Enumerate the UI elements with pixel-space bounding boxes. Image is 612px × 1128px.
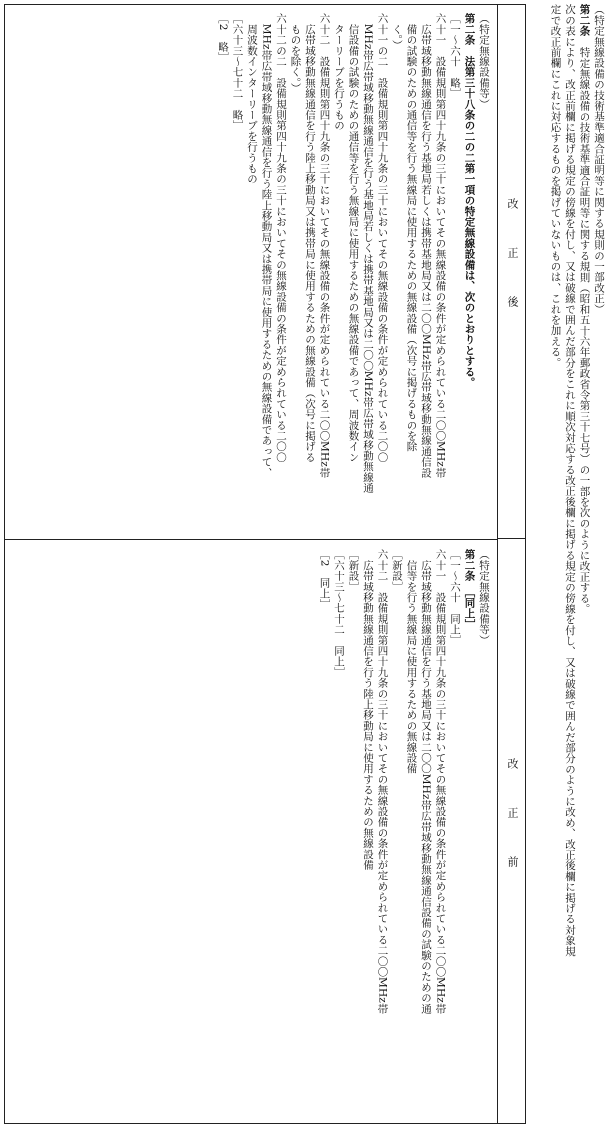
before-line: 信等を行う無線局に使用するための無線設備 — [405, 549, 418, 774]
before-line: 広帯域移動無線通信を行う基地局又は二〇〇MHz帯広帯域移動無線通信設備の試験のための通 — [420, 549, 432, 1014]
after-line: ［六十三～七十二 略］ — [231, 13, 244, 131]
after-line: MHz帯広帯域移動無線通信を行う陸上移動局又は携帯局に使用するための無線設備であって、 — [260, 13, 273, 478]
after-line: 六十一の二 設備規則第四十九条の三十においてその無線設備の条件が定められている二〇〇 — [376, 13, 389, 463]
after-line: く。） — [391, 13, 403, 51]
before-line: 広帯域移動無線通信を行う陸上移動局に使用するための無線設備 — [362, 549, 374, 870]
preamble-instruction: 次の表により、改正前欄に掲げる規定の傍線を付し、又は破線で囲んだ部分をこれに順次対応する改正後欄に掲げる規定の傍線を付し、又は破線で囲んだ部分のように改め、改正後欄に掲げる対象規 — [564, 4, 576, 957]
before-line: 六十二 設備規則第四十九条の三十においてその無線設備の条件が定められている二〇〇MHz帯 — [376, 549, 389, 1014]
after-line: 六十二の二 設備規則第四十九条の三十においてその無線設備の条件が定められている二〇〇 — [275, 13, 287, 463]
preamble-article — [577, 4, 592, 1124]
before-line: ［六十三～七十二 同上］ — [333, 549, 345, 678]
preamble-instruction-cont: 定で改正前欄にこれに対応するものを掲げていないものは、これを加える。 — [549, 4, 562, 368]
after-line: ［一～六十 略］ — [449, 13, 461, 99]
before-line: ［新設］ — [347, 549, 360, 592]
after-line: 広帯域移動無線通信を行う基地局若しくは携帯基地局又は二〇〇MHz帯広帯域移動無線通信設 — [420, 13, 432, 478]
after-line: 六十二 設備規則第四十九条の三十においてその無線設備の条件が定められている二〇〇MHz帯 — [318, 13, 331, 478]
row-divider — [5, 539, 497, 540]
before-line: 第二条 ［同上］ — [463, 549, 476, 630]
after-text — [216, 13, 492, 533]
after-line: （特定無線設備等） — [478, 13, 490, 110]
after-line: ［2 略］ — [217, 13, 229, 63]
before-line: ［一～六十 同上］ — [449, 549, 461, 646]
before-line: ［2 同上］ — [318, 549, 331, 610]
after-line: 六十一 設備規則第四十九条の三十においてその無線設備の条件が定められている二〇〇MHz帯 — [434, 13, 447, 478]
article-number: 第二条 — [578, 4, 591, 37]
preamble-heading: （特定無線設備の技術基準適合証明等に関する規則の一部改正） — [593, 4, 605, 315]
after-line: ものを除く。） — [289, 13, 302, 94]
header-before: 改正前 — [506, 757, 519, 905]
before-line: （特定無線設備等） — [478, 549, 490, 646]
after-line: ターリーブを行うもの — [333, 13, 345, 131]
after-line: MHz帯広帯域移動無線通信を行う基地局若しくは携帯基地局又は二〇〇MHz帯広帯域移動無線通 — [362, 13, 374, 494]
after-line: 備の試験のための通信等を行う無線局に使用するための無線設備（次号に掲げるものを除 — [405, 13, 418, 452]
preamble — [548, 4, 606, 1124]
before-line: 六十一 設備規則第四十九条の三十においてその無線設備の条件が定められている二〇〇MHz帯 — [434, 549, 447, 1014]
revision-table — [4, 4, 526, 1124]
after-line: 広帯域移動無線通信を行う陸上移動局又は携帯局に使用するための無線設備（次号に掲げる — [304, 13, 316, 463]
before-line: ［新設］ — [391, 549, 403, 592]
header-column — [497, 5, 525, 1123]
article-text: 特定無線設備の技術基準適合証明等に関する規則（昭和五十六年郵政省令第三十七号）の一部を次のように改正する。 — [578, 46, 591, 614]
before-text — [317, 549, 491, 1115]
after-line: 第二条 法第三十八条の二の二第一項の特定無線設備は、次のとおりとする。 — [463, 13, 476, 388]
header-after: 改正後 — [498, 5, 526, 539]
after-line: 周波数インターリーブを行うもの — [246, 13, 258, 185]
after-line: 信設備の試験のための通信等を行う無線局に使用するための無線設備であって、周波数イン — [347, 13, 360, 463]
